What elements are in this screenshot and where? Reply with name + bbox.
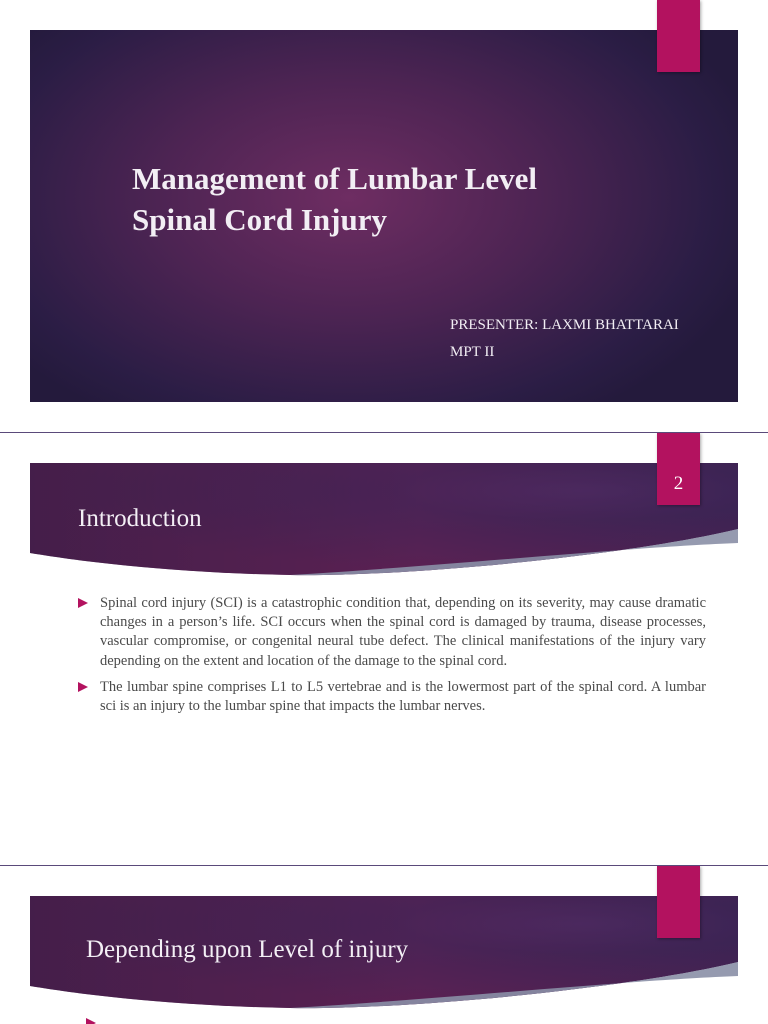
presenter-program: MPT II	[450, 344, 495, 360]
accent-tab	[657, 0, 700, 72]
bullet-list	[78, 594, 706, 723]
level-of-injury-slide	[0, 866, 768, 1024]
accent-tab	[657, 866, 700, 938]
list-item	[78, 678, 706, 716]
slide-heading: Introduction	[78, 505, 202, 532]
slide-heading: Depending upon Level of injury	[86, 936, 409, 963]
title-line-1: Management of Lumbar Level	[132, 161, 537, 196]
triangle-right-icon	[78, 682, 88, 692]
presenter-name: PRESENTER: LAXMI BHATTARAI	[450, 317, 679, 333]
introduction-slide	[0, 433, 768, 865]
presentation-title	[132, 158, 652, 240]
presenter-block	[450, 312, 679, 366]
title-line-2: Spinal Cord Injury	[132, 202, 387, 237]
triangle-right-icon	[78, 598, 88, 608]
bullet-text: Spinal cord injury (SCI) is a catastrophic condition that, depending on its severity, may cause dramatic changes in a person’s life. SCI occurs when the spinal cord is damaged by trauma, disease processes, vascular compromise, or congenital neural tube defect. The clinical manifestations of the injury vary depending on the extent and location of the damage to the spinal cord.	[100, 595, 706, 669]
triangle-right-icon	[86, 1018, 96, 1024]
title-slide	[0, 0, 768, 432]
page-number: 2	[673, 473, 684, 494]
bullet-text: The lumbar spine comprises L1 to L5 vertebrae and is the lowermost part of the spinal cord. A lumbar sci is an injury to the lumbar spine that impacts the lumbar nerves.	[100, 678, 706, 715]
list-item	[78, 594, 706, 671]
